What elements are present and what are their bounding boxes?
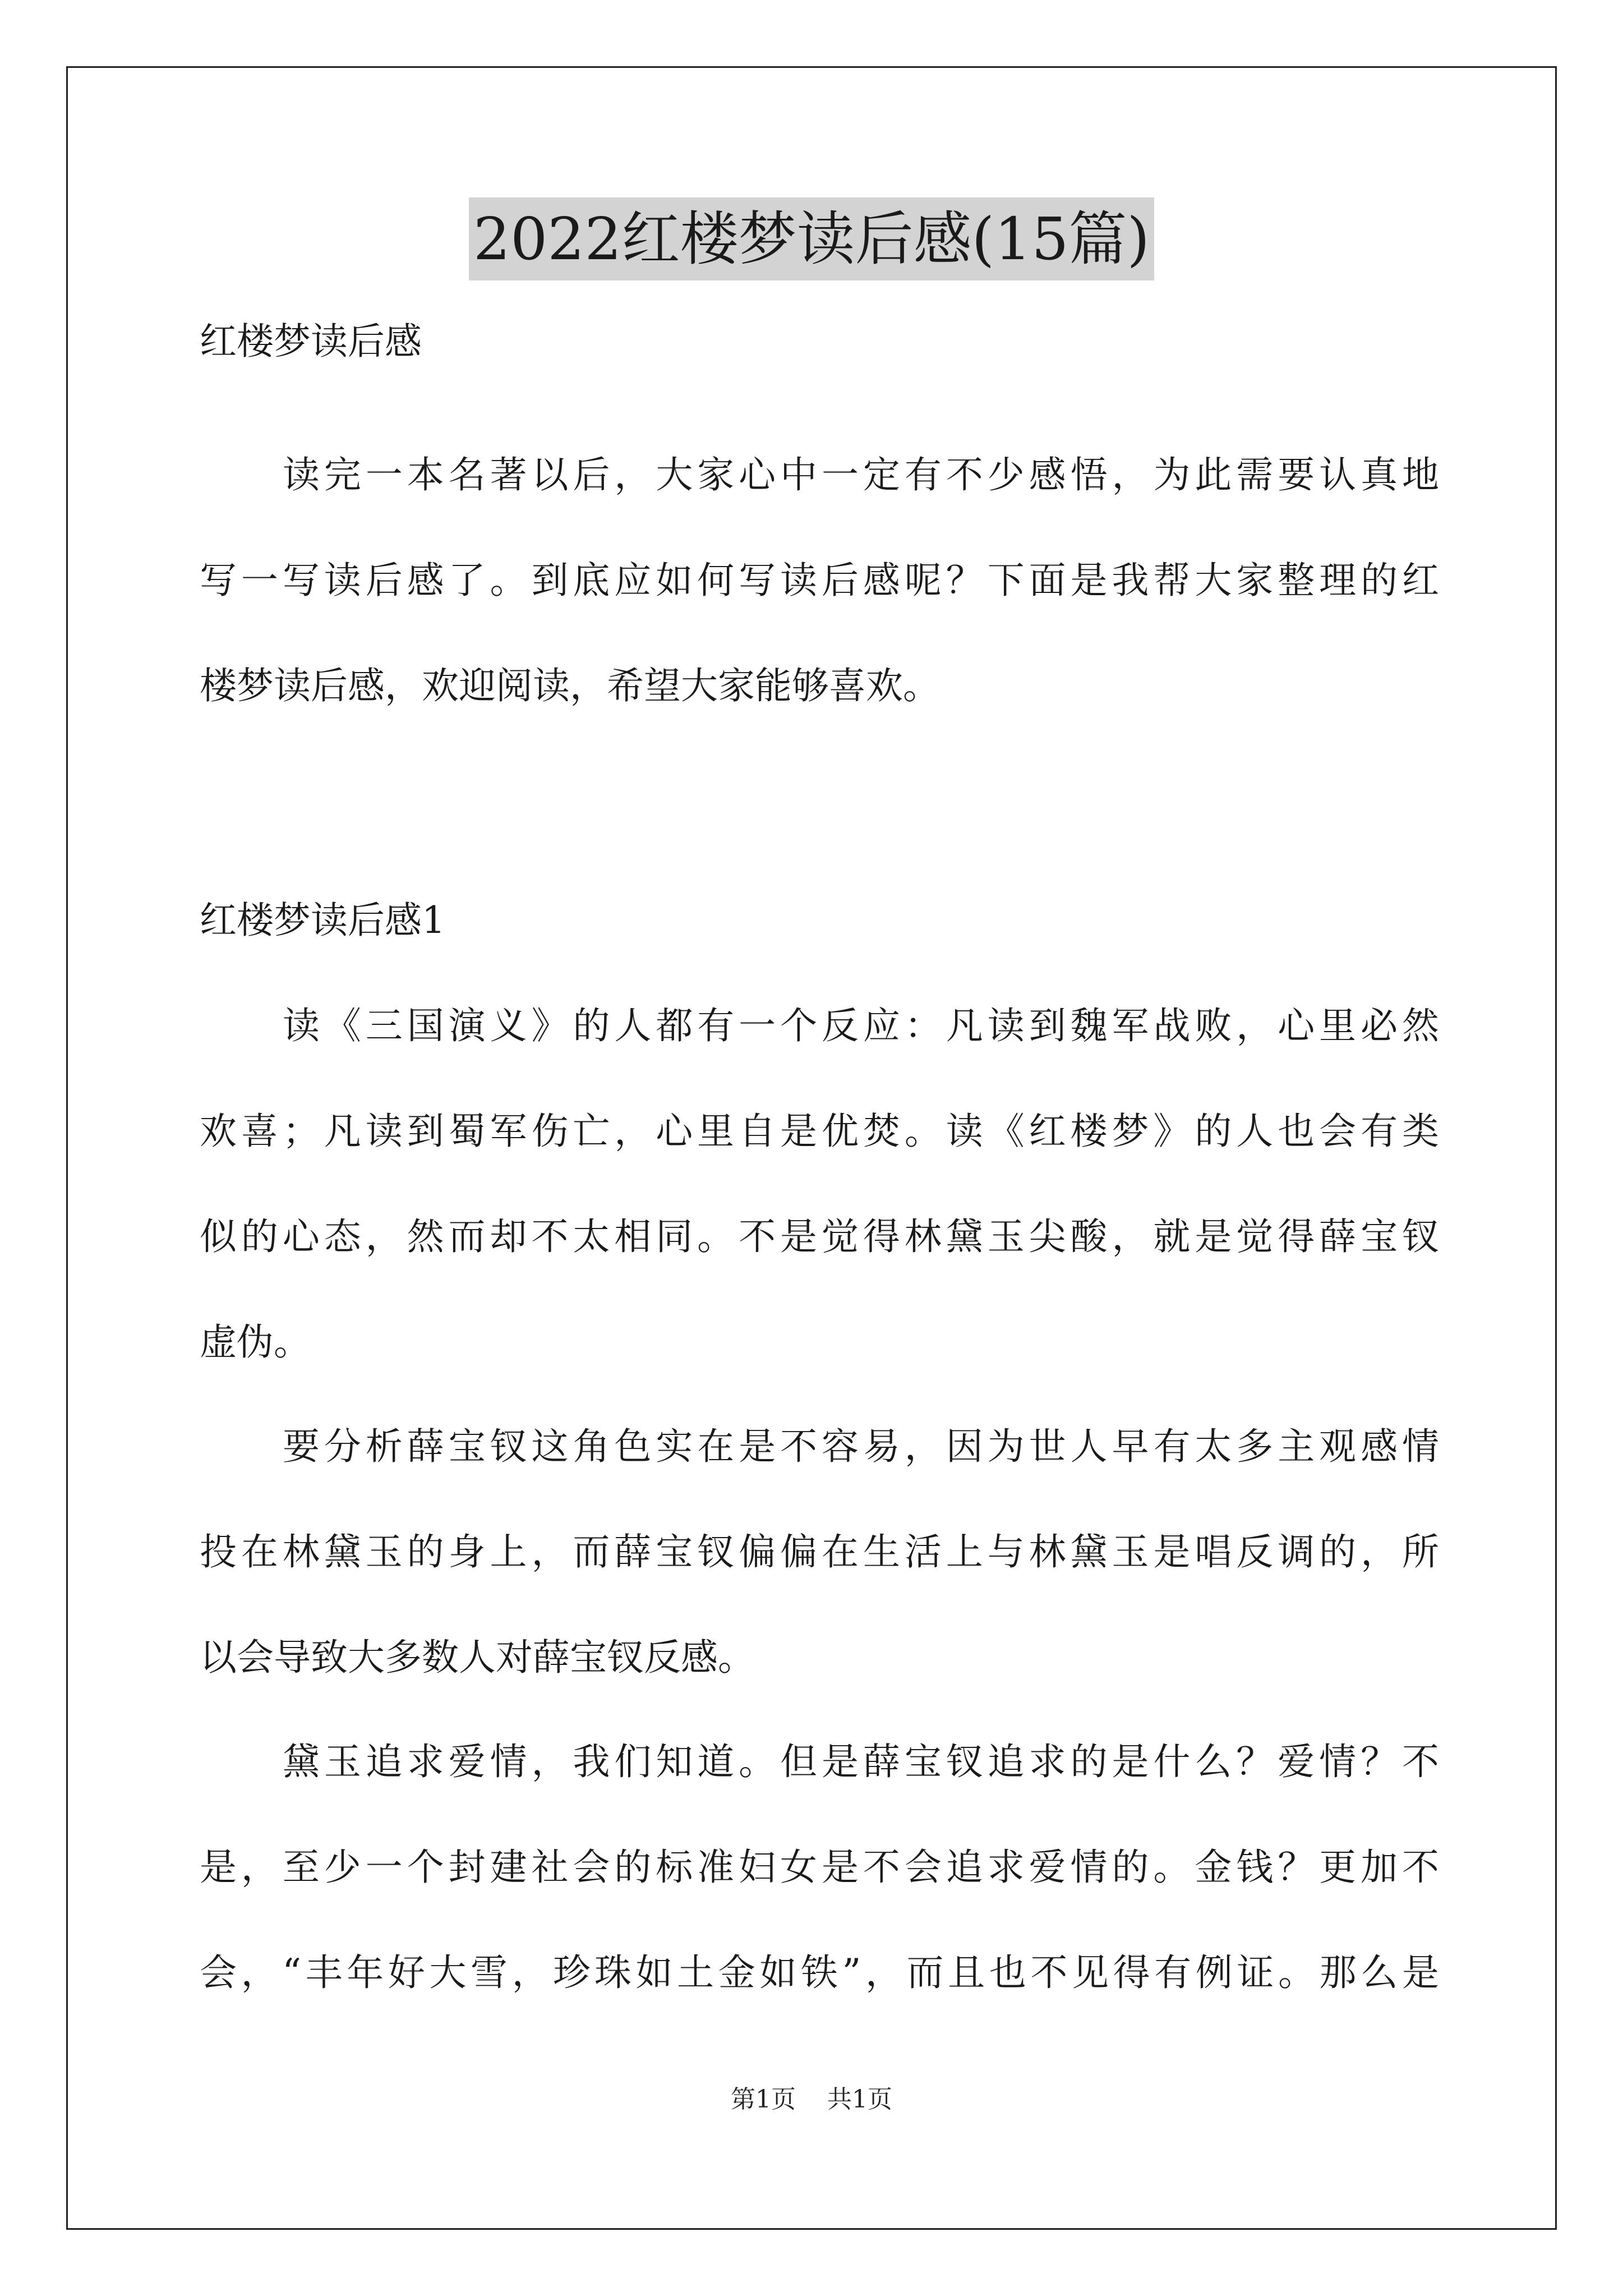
paragraph-line: 会，“丰年好大雪，珍珠如土金如铁”，而且也不见得有例证。那么是 — [200, 1951, 1439, 1994]
page-number: 第1页 — [731, 2085, 796, 2114]
paragraph-line: 写一写读后感了。到底应如何写读后感呢？下面是我帮大家整理的红 — [200, 559, 1439, 602]
paragraph-line: 楼梦读后感，欢迎阅读，希望大家能够喜欢。 — [200, 664, 940, 707]
section-heading-intro: 红楼梦读后感 — [200, 320, 422, 363]
paragraph-line: 要分析薛宝钗这角色实在是不容易，因为世人早有太多主观感情 — [283, 1425, 1439, 1468]
document-title: 2022红楼梦读后感(15篇) — [469, 197, 1154, 280]
paragraph-3 — [200, 1736, 1439, 1999]
paragraph-line: 读《三国演义》的人都有一个反应：凡读到魏军战败，心里必然 — [283, 1004, 1439, 1047]
title-container — [0, 197, 1623, 280]
paragraph-2 — [200, 1420, 1439, 1684]
paragraph-line: 欢喜；凡读到蜀军伤亡，心里自是优焚。读《红楼梦》的人也会有类 — [200, 1110, 1439, 1153]
paragraph-line: 是，至少一个封建社会的标准妇女是不会追求爱情的。金钱？更加不 — [200, 1846, 1439, 1889]
page-total: 共1页 — [827, 2085, 892, 2114]
paragraph-line: 似的心态，然而却不太相同。不是觉得林黛玉尖酸，就是觉得薛宝钗 — [200, 1215, 1439, 1258]
paragraph-1 — [200, 1000, 1439, 1369]
section-heading-1: 红楼梦读后感1 — [200, 899, 445, 942]
paragraph-line: 读完一本名著以后，大家心中一定有不少感悟，为此需要认真地 — [283, 453, 1439, 496]
paragraph-line: 投在林黛玉的身上，而薛宝钗偏偏在生活上与林黛玉是唱反调的，所 — [200, 1530, 1439, 1573]
paragraph-line: 黛玉追求爱情，我们知道。但是薛宝钗追求的是什么？爱情？不 — [283, 1740, 1439, 1783]
paragraph-intro — [200, 449, 1439, 712]
page-footer — [0, 2083, 1623, 2116]
paragraph-line: 虚伪。 — [200, 1320, 311, 1364]
paragraph-line: 以会导致大多数人对薛宝钗反感。 — [200, 1636, 755, 1679]
